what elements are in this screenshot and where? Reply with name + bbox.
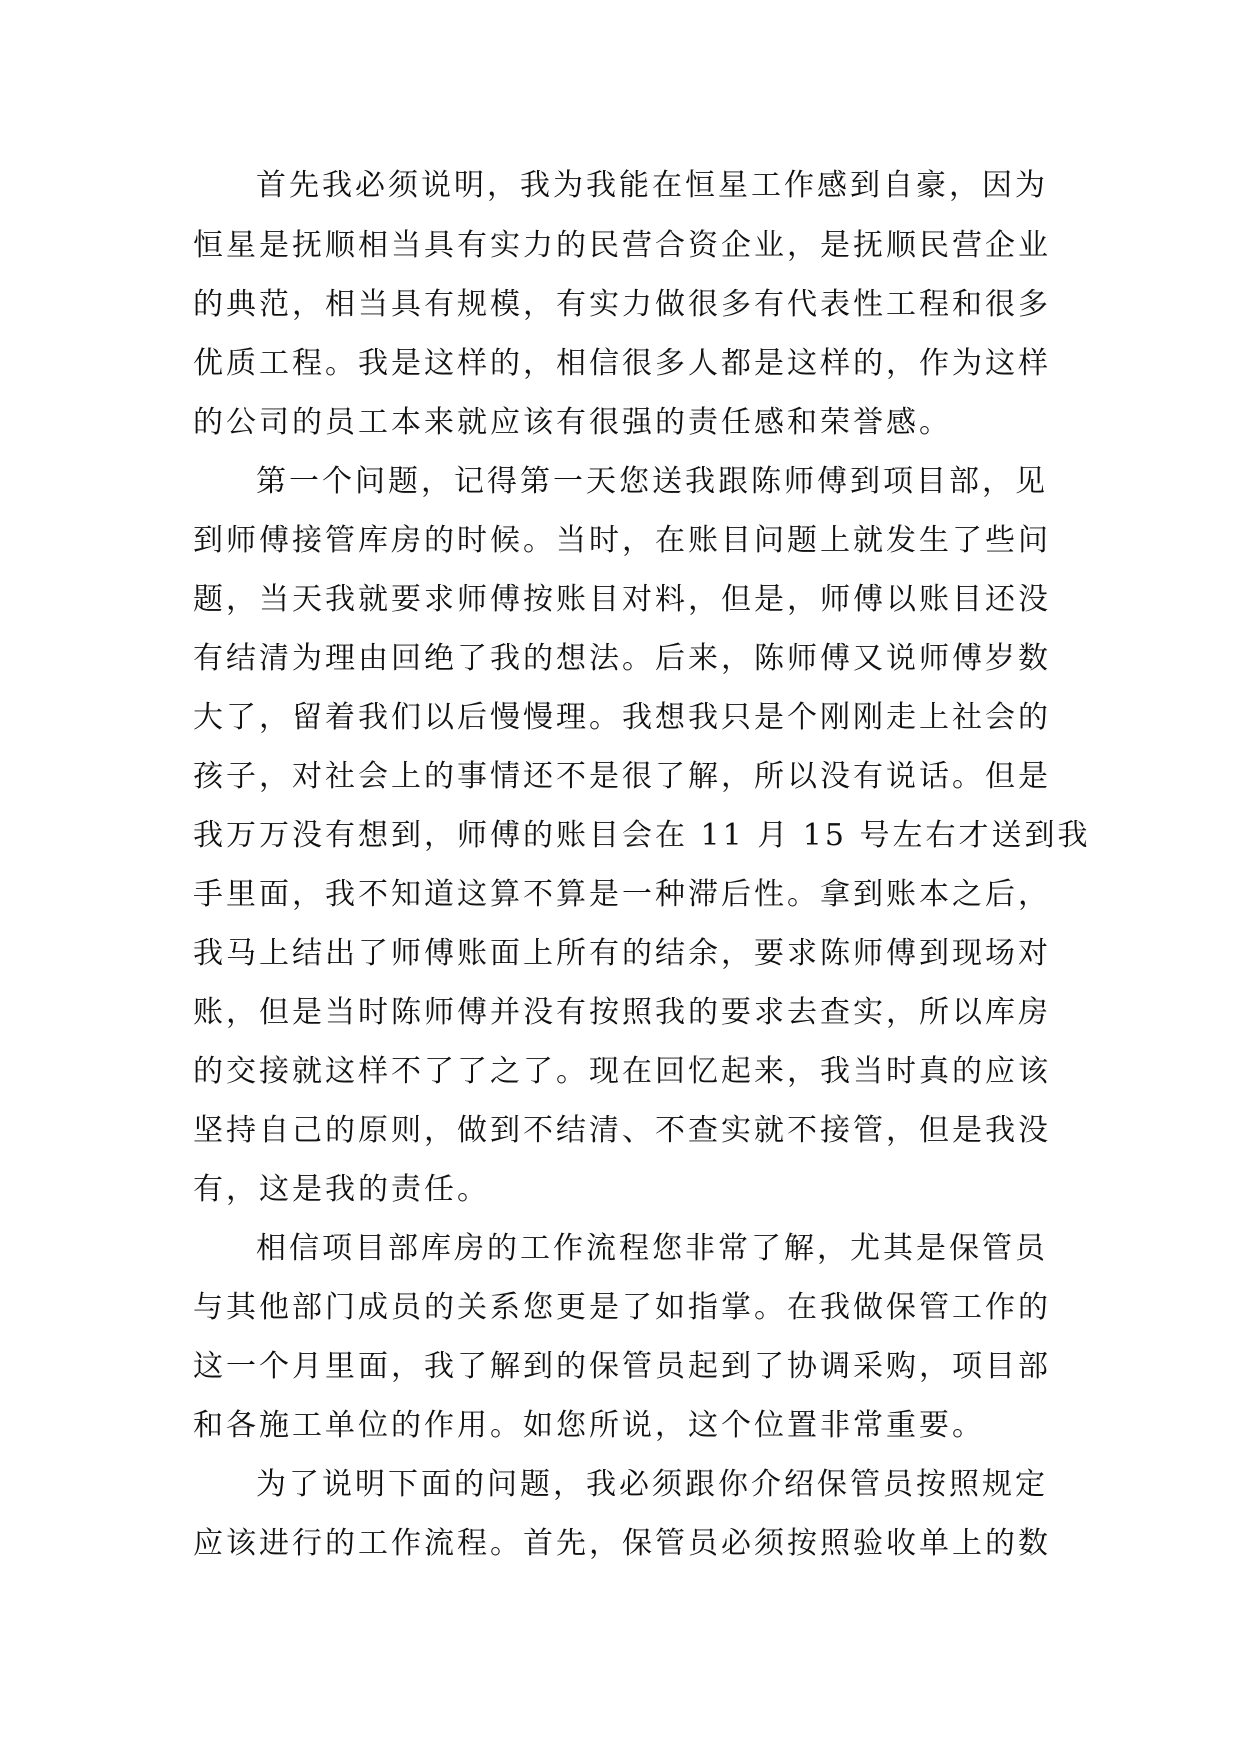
paragraph-2-line-11: 的交接就这样不了了之了。现在回忆起来，我当时真的应该 xyxy=(193,1054,1051,1089)
paragraph-1-line-4: 优质工程。我是这样的，相信很多人都是这样的，作为这样 xyxy=(193,346,1051,381)
paragraph-2-line-10: 账，但是当时陈师傅并没有按照我的要求去查实，所以库房 xyxy=(193,995,1051,1030)
paragraph-4-line-2: 应该进行的工作流程。首先，保管员必须按照验收单上的数 xyxy=(193,1526,1051,1561)
paragraph-2-line-7: 我万万没有想到，师傅的账目会在 11 月 15 号左右才送到我 xyxy=(193,818,1091,853)
paragraph-2-line-4: 有结清为理由回绝了我的想法。后来，陈师傅又说师傅岁数 xyxy=(193,641,1051,676)
paragraph-2-line-3: 题，当天我就要求师傅按账目对料，但是，师傅以账目还没 xyxy=(193,582,1051,617)
paragraph-2-line-2: 到师傅接管库房的时候。当时，在账目问题上就发生了些问 xyxy=(193,523,1051,558)
paragraph-2-line-1: 第一个问题，记得第一天您送我跟陈师傅到项目部，见 xyxy=(256,464,1048,499)
paragraph-1-line-3: 的典范，相当具有规模，有实力做很多有代表性工程和很多 xyxy=(193,287,1051,322)
paragraph-2-line-8: 手里面，我不知道这算不算是一种滞后性。拿到账本之后， xyxy=(193,877,1051,912)
paragraph-2-line-9: 我马上结出了师傅账面上所有的结余，要求陈师傅到现场对 xyxy=(193,936,1051,971)
paragraph-3-line-1: 相信项目部库房的工作流程您非常了解，尤其是保管员 xyxy=(256,1231,1048,1266)
paragraph-2-line-6: 孩子，对社会上的事情还不是很了解，所以没有说话。但是 xyxy=(193,759,1051,794)
paragraph-1-line-5: 的公司的员工本来就应该有很强的责任感和荣誉感。 xyxy=(193,405,952,440)
paragraph-2-line-5: 大了，留着我们以后慢慢理。我想我只是个刚刚走上社会的 xyxy=(193,700,1051,735)
paragraph-3-line-2: 与其他部门成员的关系您更是了如指掌。在我做保管工作的 xyxy=(193,1290,1051,1325)
paragraph-4-line-1: 为了说明下面的问题，我必须跟你介绍保管员按照规定 xyxy=(256,1467,1048,1502)
paragraph-1-line-2: 恒星是抚顺相当具有实力的民营合资企业，是抚顺民营企业 xyxy=(193,228,1051,263)
paragraph-2-line-12: 坚持自己的原则，做到不结清、不查实就不接管，但是我没 xyxy=(193,1113,1051,1148)
paragraph-1-line-1: 首先我必须说明，我为我能在恒星工作感到自豪，因为 xyxy=(256,168,1048,203)
paragraph-2-line-13: 有，这是我的责任。 xyxy=(193,1172,490,1207)
paragraph-3-line-4: 和各施工单位的作用。如您所说，这个位置非常重要。 xyxy=(193,1408,985,1443)
paragraph-3-line-3: 这一个月里面，我了解到的保管员起到了协调采购，项目部 xyxy=(193,1349,1051,1384)
